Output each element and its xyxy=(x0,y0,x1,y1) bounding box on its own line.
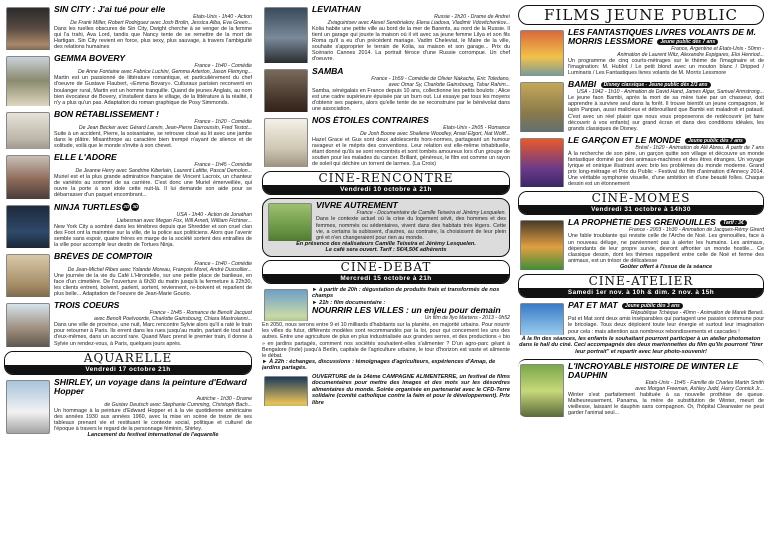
page-title: FILMS JEUNE PUBLIC xyxy=(518,5,764,25)
section-title: CINÉ-MÔMES xyxy=(519,192,763,205)
film-synopsis: Hazel Grace et Gus sont deux adolescents hors-normes, partageant un humour ravageur et le mépris des conventions. Leur relation est elle-même inhabituelle, étant donné qu'ils se sont rencontrés et sont tombés amoureux lors d'un groupe de soutien pour les malades du cancer. Brillant, généreux, le film est comme un rayon de soleil qui déchire un torrent de larmes. (La Croix) xyxy=(312,136,510,168)
film-synopsis: Dans une ville de province, une nuit, Marc rencontre Sylvie alors qu'il a raté le train pour retourner à Paris. Ils errent dans les rues jusqu'au matin, parlant de tout sauf d'eux-mêmes, dans un accord rare. Quand Marc prend le premier train, il donne à Sylvie un rendez-vous, à Paris, quelques jours après. xyxy=(54,322,252,347)
poster-image xyxy=(520,364,564,416)
film-synopsis: À la recherche de son père, un garçon quitte son village et découvre un monde fantastique dominé par des animaux-machines et des êtres étranges. Un voyage lyrique et onirique illustrant avec brio les problèmes du monde moderne. Grand prix long-métrage et Prix du Public - Festival du film d'animation d'Annecy 2014. Une véritable symphonie visuelle, d'une ambition et d'une beauté folles. Chaque dessin est un étonnement xyxy=(568,150,764,188)
film-title: BON RÉTABLISSEMENT ! xyxy=(54,109,159,119)
film-shirley xyxy=(4,378,252,439)
event-footer: À la fin des séances, les enfants le souhaitant pourront participer à un atelier photomaton dans le hall du ciné. Ceci accompagnés des deux marionnettes du film qu'ils pourront "tirer leur portrait" et repartir avec leur photo-souvenir! xyxy=(519,335,763,355)
film-meta: Etats-Unis - 2h05 - Romance xyxy=(443,124,510,131)
film-title: VIVRE AUTREMENT xyxy=(316,201,398,211)
film-meta: USA - 1h40 - Action de Jonathan xyxy=(176,211,252,218)
film-garcon-et-le-monde xyxy=(518,136,764,188)
section-title: CINÉ-RENCONTRE xyxy=(263,172,509,185)
cine-rencontre-banner xyxy=(262,171,510,195)
film-livres-volants xyxy=(518,28,764,76)
film-synopsis: New York City a sombré dans les ténèbres depuis que Shredder et son cruel clan des Foot ont la mainmise sur la ville, de la police aux politiciens. Alors que l'avenir semble sans espoir, quatre frères en marge de la société sortent des entrailles de la ville pour accomplir leur destin de Tortues Ninja. xyxy=(54,223,252,248)
film-title-text: NINJA TURTLES xyxy=(54,202,122,212)
film-synopsis: Kolia habite une petite ville au bord de la mer de Barents, au nord de la Russie. Il tient un garage qui jouxte la maison où il vit avec sa jeune femme Lilya et son fils Roma qu'il a eu d'un précédent mariage. Vadim Cheleviat, le Maire de la ville, souhaite s'approprier le terrain de Kolia, sa maison et son garage... Prix du Scénario Cannes 2014. La portrait féroce d'une Russie corrompue. Un chef d'oeuvre. xyxy=(312,26,510,63)
film-pat-et-mat xyxy=(518,301,764,334)
film-synopsis: Muriel est et la plus grande admiratrice française de Vincent Lacroix, un chanteur de variétés au sommet de sa carrière. C'est donc une Muriel émerveillée, qui ouvre la porte à son idole cette nuit-là. Il lui demande son aide pour se débarrasser d'un paquet encombrant... xyxy=(54,174,252,199)
film-meta: avec Omar Sy, Charlotte Gainsbourg, Tahar Rahim... xyxy=(388,81,510,88)
section-date: Vendredi 10 octobre à 21h xyxy=(263,185,509,194)
film-synopsis: Le jeune faon Bambi, après la mort de sa mère tuée par un chasseur, doit apprendre à survivre seul dans la forêt. Il trouve bientôt un jeune compagnon, le lapin Panpan, aussi malicieux et débrouillard que Bambi est maladroit et pataud. C'est avec un réel plaisir que nous vous proposerons de redécouvrir (et faire découvrir à vos enfants) sur grand écran et dans des conditions idéales, les grands classiques de Disney. xyxy=(568,95,764,132)
film-meta: France - 2003 - 1h30 - Animation de Jacques-Rémy Girerd xyxy=(628,227,764,234)
column-right xyxy=(518,5,764,532)
alimenterre-block xyxy=(262,374,510,407)
event-footer: OUVERTURE de la 14ème CAMPAGNE ALIMENTERRE, un festival de films documentaires pour mettre des images et des mots sur les désordres alimentaires du monde. Soirée organisée en partenariat avec le CFD-Terre solidaire (comité catholique contre la faim et pour le développement). Prix libre xyxy=(312,373,510,406)
film-synopsis: Un hommage à la peinture d'Edward Hopper et à la vie quotidienne américaine des années 1930 aux années 1960, avec la mise en scène de treize de ses tableaux prenant vie et restituant le contexte social, politique et culturel de l'époque à travers le regard de la personnage féminin, Shirley. xyxy=(54,407,252,432)
film-meta: avec Benoît Poelvoorde, Charlotte Gainsbourg, Chiara Mastroianni... xyxy=(93,316,252,323)
film-synopsis: Dans les ruelles obscures de Sin City, Dwight cherche à se venger de la femme qui l'a trahi, Ava Lord, tandis que Nancy tente de se remettre de la mort de Hartigan. Sin City revient en force, plus sexy, plus sauvage, à travers l'ambiguïté des relations humaines xyxy=(54,26,252,51)
event-guests: En présence des réalisateurs Camille Teixeira et Jérémy Lesquelen. xyxy=(296,240,476,247)
poster-image xyxy=(6,380,50,434)
audience-badge: Jeune public dès 7 ans xyxy=(657,39,718,45)
film-title: BRÈVES DE COMPTOIR xyxy=(54,251,153,261)
poster-image xyxy=(264,289,308,322)
film-meta: Autriche - 1h30 - Drame xyxy=(196,395,252,402)
film-meta: France - 1h59 - Comédie de Olivier Nakache, Eric Toledano, xyxy=(371,75,510,82)
film-meta: République Tchèque - 40mn - Animation de Marek Beneš. xyxy=(630,310,764,317)
film-trois-coeurs xyxy=(4,301,252,346)
event-pricing: Le café sera ouvert. Tarif : 5€/4,50€ adhérents xyxy=(325,247,447,254)
film-meta: De Jeanne Herry avec Sandrine Kiberlain, Laurent Lafitte, Pascal Demolon... xyxy=(75,168,252,175)
film-title-text: BAMBI xyxy=(568,80,597,90)
column-left xyxy=(4,5,252,532)
film-meta: de Gustav Deutsch avec Stephanie Cumming, Christoph Bach... xyxy=(104,401,252,408)
poster-image xyxy=(264,376,308,407)
3d-icon: 3D xyxy=(132,204,139,210)
film-title xyxy=(568,80,764,89)
film-synopsis: Une fable troublante qui revisite celle de l'Arche de Noé. Les grenouilles, face à un nouveau déluge, ne parviennent pas à alerter les humains. Les animaux, dépendants de leur propre survie, devront affronter un monde hostile... Ce classique dessin, dont les thèmes rappellent entre celle de Noé et ferme des animaux, est un trésor de délicatesse xyxy=(568,233,764,264)
poster-image xyxy=(6,112,50,149)
film-title xyxy=(568,301,764,310)
film-vivre-autrement xyxy=(266,201,506,240)
cine-momes-banner xyxy=(518,191,764,215)
poster-image xyxy=(264,69,308,112)
poster-image xyxy=(6,7,50,50)
film-title: L'INCROYABLE HISTOIRE DE WINTER LE DAUPHIN xyxy=(568,361,739,381)
film-title: SHIRLEY, un voyage dans la peinture d'Edward Hopper xyxy=(54,377,247,396)
aquarelle-banner xyxy=(4,351,252,375)
section-date: Vendredi 31 octobre à 14h30 xyxy=(519,205,763,214)
poster-image xyxy=(264,118,308,167)
film-meta: Animation de Laurent Witz, Alexandre Espigares, Eloi Henriod... xyxy=(617,52,764,58)
audience-badge: Disney classique - Jeune public dès 2/3 ans xyxy=(601,82,711,88)
film-synopsis: Un programme de cinq courts-métrages sur le thème de l'imaginaire et de l'imagination: M. Hublot / Le petit blond avec un mouton blanc / Dripped / Luminaris / Les Fantastiques livres volants de M. Morris Lessmore xyxy=(568,58,764,77)
film-breves-de-comptoir xyxy=(4,252,252,297)
film-meta: Un film de Ilyo Martens - 2013 - 0h52 xyxy=(424,315,510,322)
section-date: Samedi 1er nov. à 10h & dim. 2 nov. à 15h xyxy=(519,288,763,297)
film-meta: France - 1h40 - Comédie xyxy=(194,63,252,70)
film-synopsis: Martin est un passionné de littérature romantique, et particulièrement du chef d'oeuvre de Gustave Flaubert, «Emma Bovary». Culturaux parisien reconverti en boulanger rural, Martin est un homme tranquille. Quand de jeunes Anglais, au nom bien évocateur de Bovery, s'installent dans le village, de la littérature à la réalité, il n'y a plus qu'un pas. Adaptation du roman graphique de Posy Simmonds. xyxy=(54,75,252,106)
program-step: ► 21h : film documentaire : xyxy=(312,299,386,306)
section-title: CINÉ-DÉBAT xyxy=(263,261,509,274)
film-synopsis: Une journée de la vie du Café L'Hirondelle, sur une petite place de banlieue, en face d'un cimetière. De l'ouverture à 6h30 du matin jusqu'à la fermeture à 22h30, les clients entrent, boivent, parlent, sortent, reviennent, re-boivent et reparlent de plus belle... Adaptation de l'oeuvre de Jean-Marie Gourio. xyxy=(54,272,252,298)
poster-image xyxy=(520,30,564,76)
film-meta: Liebesman avec Megan Fox, Will Arnett, William Fichtner... xyxy=(116,217,252,224)
poster-image xyxy=(520,220,564,270)
program-step: ► À 22h : échanges, discussions : témoignages d'agriculteurs, expériences d'Amap, de jardins partagés. xyxy=(262,358,496,372)
event-footer: Goûter offert à l'issue de la séance xyxy=(619,263,713,270)
film-title: SIN CITY : J'ai tué pour elle xyxy=(54,5,166,14)
film-meta: De Frank Miller, Robert Rodriguez avec Josh Brolin, Jessica Alba, Eva Green... xyxy=(70,20,252,26)
film-meta: France - Documentaire de Camille Teixeira et Jérémy Lesquelen. xyxy=(356,210,506,217)
2d-icon: 2D xyxy=(123,204,130,210)
film-title-text: LE GARÇON ET LE MONDE xyxy=(568,135,681,145)
film-title: NOURRIR LES VILLES : un enjeu pour demain xyxy=(312,305,501,316)
film-meta: USA - 1942 - 1h10 - Animation de David Hand, James Algar, Samuel Armstrong... xyxy=(576,89,764,96)
film-meta: France - 1h20 - Comédie xyxy=(194,118,252,125)
film-title xyxy=(54,203,252,212)
film-bon-retablissement xyxy=(4,110,252,149)
film-meta: France - 1h45 - Comédie xyxy=(194,162,252,169)
film-meta: avec Morgan Freeman, Ashley Judd, Harry Connick Jr... xyxy=(635,386,764,393)
film-elle-ladore xyxy=(4,153,252,198)
film-bambi xyxy=(518,80,764,132)
film-samba xyxy=(262,67,510,112)
film-prophetie-des-grenouilles xyxy=(518,218,764,270)
event-footer: Lancement du festival international de l'aquarelle xyxy=(87,432,219,438)
column-middle xyxy=(262,5,510,532)
film-winter-le-dauphin xyxy=(518,359,764,416)
film-meta: De Anne Fontaine avec Fabrice Luchini, Gemma Arterton, Jason Flemyng... xyxy=(77,69,252,76)
poster-image xyxy=(268,203,312,240)
film-synopsis: Suite à un accident, Pierre, la soixantaine, se retrouve cloué au lit avec une jambe dans le plâtre. Misanthrope au caractère bien trempé n'ayant de silence et de solitude, voilà que le monde s'invite à son chevet. xyxy=(54,130,252,150)
section-title: CINÉ-ATELIER xyxy=(519,275,763,288)
film-synopsis: Winter s'est parfaitement habituée à sa nouvelle prothèse de queue. Malheureusement, Panama, la mère de substitution de Winter, meurt de vieillesse, laissant le dauphin sans compagnon. Or, l'hôpital Clearwater ne peut garder l'animal seul... xyxy=(568,392,764,417)
film-title: LEVIATHAN xyxy=(312,5,361,14)
film-meta: Russie - 2h20 - Drame de Andreï xyxy=(434,14,510,20)
film-meta: Etats-Unis - 1h45 - Famille de Charles Martin Smith xyxy=(645,380,764,387)
vivre-autrement-event xyxy=(262,198,510,256)
film-title xyxy=(568,136,764,145)
poster-image xyxy=(520,303,564,334)
program-step: ► à partir de 20h : dégustation de produits frais et transformés de nos champs xyxy=(312,286,500,300)
film-title-text: PAT ET MAT xyxy=(568,301,618,311)
film-title: SAMBA xyxy=(312,66,344,76)
film-synopsis: Samba, sénégalais en France depuis 10 ans, collectionne les petits boulots ; Alice est une cadre supérieure épuisée par un burn out. Lui essaye par tous les moyens d'obtenir ses papiers, alors qu'elle tente de se reconstruire par le bénévolat dans une association. xyxy=(312,87,510,112)
audience-badge: Jeune public dès 3 ans xyxy=(622,303,683,309)
film-meta: France - 1h45 - Romance de Benoît Jacquot xyxy=(149,310,252,317)
film-synopsis: Dans le contexte actuel où la crise du logement sévit, des hommes et des femmes, nommés ou sédentaires, vivent dans des habitats très légers. Cette vie, a certains la subissent, d'autres, au contraire, la choisissent de leur plein gré et n'en changeraient pour rien au monde. xyxy=(316,216,506,241)
audience-badge: Jeune public dès 7 ans xyxy=(685,138,746,144)
film-meta: De Josh Boone avec Shailene Woodley, Ansel Elgort, Nat Wolff... xyxy=(360,130,510,137)
cine-atelier-banner xyxy=(518,274,764,298)
film-gemma-bovery xyxy=(4,54,252,105)
film-title-text: LES FANTASTIQUES LIVRES VOLANTS DE M. MORRIS LESSMORE xyxy=(568,28,756,46)
poster-image xyxy=(520,82,564,132)
poster-image xyxy=(520,138,564,188)
film-meta: Zviaguintsev avec Alexeï Serebriakov, Elena Liadova, Vladimir Vdovitchenkov... xyxy=(327,20,510,26)
film-ninja-turtles xyxy=(4,203,252,248)
section-title: AQUARELLE xyxy=(5,352,251,365)
film-meta: De Jean-Michel Ribes avec Yolande Moreau, François Morel, André Dussollier... xyxy=(67,266,252,273)
poster-image xyxy=(6,155,50,198)
film-synopsis: Pat et Mat sont deux amis inséparables qui partagent une passion commune pour le bricolage. Tous deux déploient toute leur énergie et surtout leur imagination pour cela : mais attention aux nombreux rebondissements et cascades ! xyxy=(568,316,764,335)
film-title-text: LA PROPHÉTIE DES GRENOUILLES xyxy=(568,218,716,228)
poster-image xyxy=(6,56,50,105)
film-meta: Brésil - 1h20 - Animation de Alê Abreu. À partir de 7 ans xyxy=(635,144,764,151)
film-synopsis: En 2050, nous serons entre 9 et 10 milliards d'habitants sur la planète, en majorité urbains. Pour nourrir les villes du futur, différents modèles sont recommandés par la loi, pour qui concernent les uns des autres. Entre une agriculture de plus en plus industrialisée aux grandes serres, et des productions « bio » en jardins partagés, comment nos sociétés souhaitent-elles s'alimenter ? D'un agro-parc géant à Bengalore (Inde) jusqu'à Berlin, capitale de l'agriculture urbaine, le tour d'horizon est vaste et alimente le débat. xyxy=(262,322,510,359)
film-meta: De Jean Becker avec Gérard Lanvin, Jean-Pierre Darroussin, Fred Testot... xyxy=(78,124,252,131)
poster-image xyxy=(6,303,50,346)
poster-image xyxy=(264,7,308,63)
film-meta: Etats-Unis - 1h40 - Action xyxy=(193,14,252,20)
film-nos-etoiles-contraires xyxy=(262,116,510,167)
film-title: TROIS COEURS xyxy=(54,301,120,311)
cine-debat-banner xyxy=(262,260,510,284)
film-leviathan xyxy=(262,5,510,63)
film-sin-city xyxy=(4,5,252,50)
poster-image xyxy=(6,205,50,248)
section-date: Mercredi 15 octobre à 21h xyxy=(263,274,509,283)
film-title xyxy=(568,28,764,46)
poster-image xyxy=(6,254,50,297)
film-meta: France, Argentine et Etats-Unis - 50mn - xyxy=(671,46,764,52)
section-date: Vendredi 17 octobre 21h xyxy=(5,365,251,374)
film-title: GEMMA BOVERY xyxy=(54,54,126,64)
film-title: ELLE L'ADORE xyxy=(54,153,117,163)
film-nourrir-les-villes xyxy=(262,287,510,322)
film-meta: France - 1h40 - Comédie xyxy=(194,260,252,267)
price-badge: Tarif : 3€ xyxy=(720,220,747,226)
film-title xyxy=(568,218,764,227)
film-title: NOS ÉTOILES CONTRAIRES xyxy=(312,115,429,125)
